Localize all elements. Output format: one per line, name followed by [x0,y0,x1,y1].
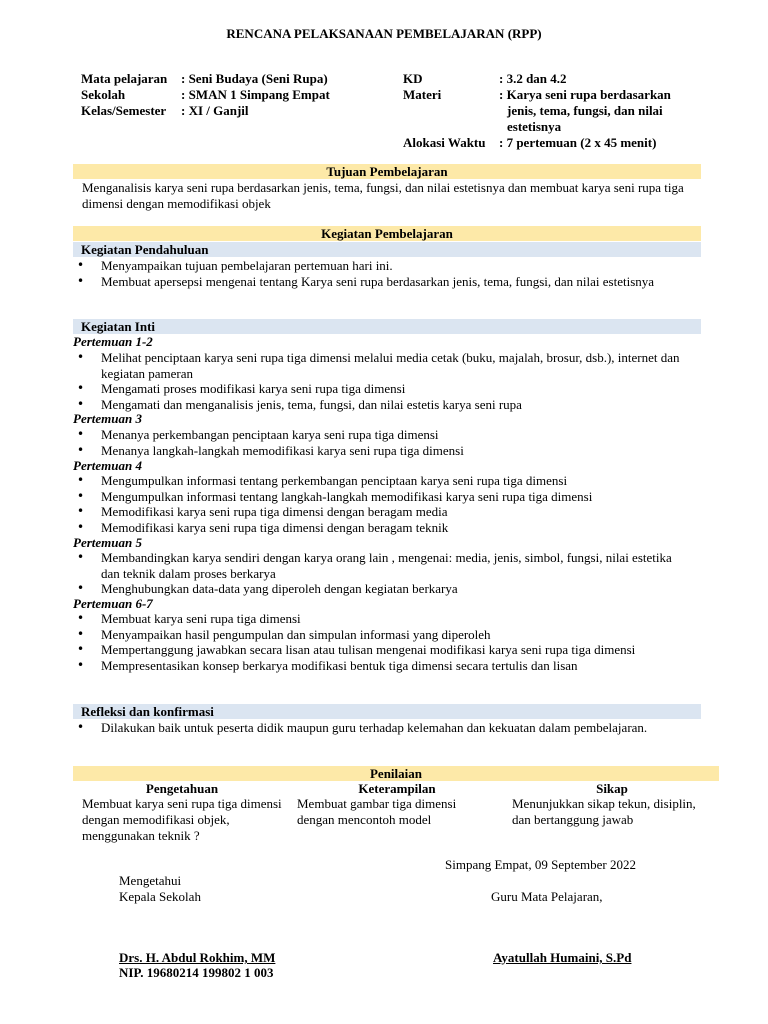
pertemuan-list [73,473,693,535]
meta-label: Mata pelajaran [81,71,168,86]
list-item: • Membuat karya seni rupa tiga dimensi [73,611,693,627]
meta-label: Alokasi Waktu [403,135,486,150]
pertemuan-title: Pertemuan 6-7 [73,596,153,611]
list-item: • Mengamati proses modifikasi karya seni rupa tiga dimensi [73,381,693,397]
meta-row-sekolah [81,87,330,103]
sign-right-line: Guru Mata Pelajaran, [491,889,603,904]
list-item: • Mengamati dan menganalisis jenis, tema, fungsi, dan nilai estetis karya seni rupa [73,397,693,413]
pertemuan-title: Pertemuan 3 [73,411,142,426]
penilaian-col-text: Membuat karya seni rupa tiga dimensi dengan memodifikasi objek, menggunakan teknik ? [82,796,282,843]
place-date: Simpang Empat, 09 September 2022 [445,857,637,872]
list-item: • Melihat penciptaan karya seni rupa tiga dimensi melalui media cetak (buku, majalah, brosur, dsb.), internet dan kegiatan pameran [73,350,693,381]
pendahuluan-list [73,258,693,289]
penilaian-col-head: Keterampilan [358,781,436,796]
meta-label: Kelas/Semester [81,103,167,118]
section-heading-kegiatan: Kegiatan Pembelajaran [73,226,701,241]
list-item: • Mengumpulkan informasi tentang langkah-langkah memodifikasi karya seni rupa tiga dimensi [73,489,693,505]
list-item: • Menyampaikan tujuan pembelajaran pertemuan hari ini. [73,258,693,274]
list-item: • Dilakukan baik untuk peserta didik maupun guru terhadap kelemahan dan kekuatan dalam pembelajaran. [73,720,693,736]
penilaian-col-head: Pengetahuan [145,781,219,796]
meta-value: : 3.2 dan 4.2 [499,71,567,86]
headmaster-name: Drs. H. Abdul Rokhim, MM [119,950,276,965]
meta-row-kelas [81,103,330,119]
document-title: RENCANA PELAKSANAAN PEMBELAJARAN (RPP) [226,26,542,41]
meta-left [81,71,330,119]
subsection-heading-inti: Kegiatan Inti [73,319,701,334]
penilaian-col-text: Menunjukkan sikap tekun, disiplin, dan bertanggung jawab [512,796,696,827]
meta-row-mapel [81,71,330,87]
penilaian-col-text: Membuat gambar tiga dimensi dengan mencontoh model [297,796,457,827]
tujuan-text: Menganalisis karya seni rupa berdasarkan jenis, tema, fungsi, dan nilai estetisnya dan membuat karya seni rupa tiga dimensi dengan memodifikasi objek [82,180,684,211]
subsection-heading-refleksi: Refleksi dan konfirmasi [73,704,701,719]
sign-left-line1: Mengetahui [119,873,182,888]
meta-value-cont: estetisnya [507,119,562,134]
meta-row-alokasi [403,135,703,151]
meta-right [403,71,703,151]
subsection-heading-pendahuluan: Kegiatan Pendahuluan [73,242,701,257]
meta-value: : Karya seni rupa berdasarkan [499,87,671,102]
meta-row-kd [403,71,703,87]
meta-value: : XI / Ganjil [181,103,249,118]
penilaian-col-head: Sikap [596,781,628,796]
meta-value-cont: jenis, tema, fungsi, dan nilai [507,103,663,118]
meta-value: : SMAN 1 Simpang Empat [181,87,330,102]
meta-row-materi [403,87,703,103]
sign-left-line2: Kepala Sekolah [119,889,201,904]
headmaster-nip: NIP. 19680214 199802 1 003 [119,965,274,980]
pertemuan-list [73,611,693,673]
refleksi-list [73,720,693,736]
list-item: • Memodifikasi karya seni rupa tiga dimensi dengan beragam media [73,504,693,520]
teacher-name: Ayatullah Humaini, S.Pd [493,950,632,965]
list-item: • Mempertanggung jawabkan secara lisan atau tulisan mengenai modifikasi karya seni rupa tiga dimensi [73,642,693,658]
list-item: • Mempresentasikan konsep berkarya modifikasi bentuk tiga dimensi secara tertulis dan lisan [73,658,693,674]
meta-label: KD [403,71,423,86]
list-item: • Menanya perkembangan penciptaan karya seni rupa tiga dimensi [73,427,693,443]
pertemuan-list [73,427,693,458]
pertemuan-title: Pertemuan 5 [73,535,142,550]
list-item: • Memodifikasi karya seni rupa tiga dimensi dengan beragam teknik [73,520,693,536]
list-item: • Membuat apersepsi mengenai tentang Karya seni rupa berdasarkan jenis, tema, fungsi, dan nilai estetisnya [73,274,693,290]
pertemuan-title: Pertemuan 1-2 [73,334,153,349]
meta-label: Sekolah [81,87,126,102]
section-heading-penilaian: Penilaian [73,766,719,781]
pertemuan-list [73,550,693,597]
section-heading-tujuan: Tujuan Pembelajaran [73,164,701,179]
list-item: • Menanya langkah-langkah memodifikasi karya seni rupa tiga dimensi [73,443,693,459]
list-item: • Menghubungkan data-data yang diperoleh dengan kegiatan berkarya [73,581,693,597]
list-item: • Mengumpulkan informasi tentang perkembangan penciptaan karya seni rupa tiga dimensi [73,473,693,489]
meta-label: Materi [403,87,442,102]
meta-value: : 7 pertemuan (2 x 45 menit) [499,135,657,150]
pertemuan-title: Pertemuan 4 [73,458,142,473]
list-item: • Menyampaikan hasil pengumpulan dan simpulan informasi yang diperoleh [73,627,693,643]
list-item: • Membandingkan karya sendiri dengan karya orang lain , mengenai: media, jenis, simbol, fungsi, nilai estetika dan teknik dalam proses berkarya [73,550,693,581]
pertemuan-list [73,350,693,412]
meta-value: : Seni Budaya (Seni Rupa) [181,71,328,86]
